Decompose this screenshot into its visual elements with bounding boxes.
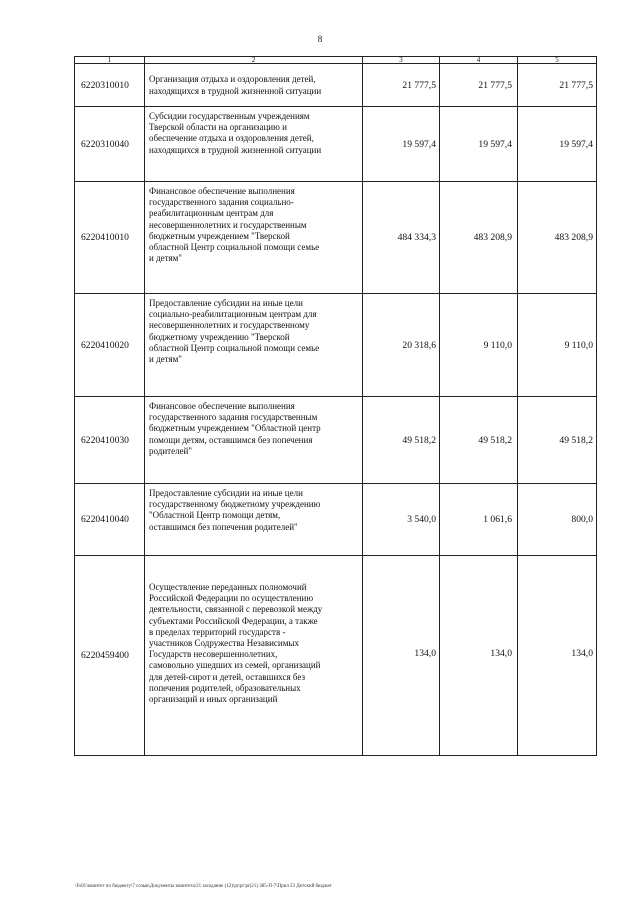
value-col4: 21 777,5 — [440, 64, 518, 107]
row-code: 6220410030 — [75, 397, 145, 484]
value-col3: 3 540,0 — [363, 484, 440, 556]
value-col3: 19 597,4 — [363, 107, 440, 182]
column-number: 3 — [363, 57, 440, 64]
value-col3: 21 777,5 — [363, 64, 440, 107]
value-col4: 9 110,0 — [440, 294, 518, 397]
description-line: субъектами Российской Федерации, а также — [149, 615, 318, 626]
value-col5: 19 597,4 — [518, 107, 597, 182]
description-line: в пределах территорий государств - — [149, 626, 286, 637]
value-col5: 134,0 — [518, 556, 597, 756]
description-line: Организация отдыха и оздоровления детей, — [149, 74, 316, 85]
description-line: родителей" — [149, 445, 193, 456]
description-line: Осуществление переданных полномочий — [149, 582, 307, 592]
description-line: находящихся в трудной жизненной ситуации — [149, 144, 322, 155]
description-line: участников Содружества Независимых — [149, 638, 299, 649]
value-col4: 134,0 — [440, 556, 518, 756]
description-line: для детей-сирот и детей, оставшихся без — [149, 671, 306, 682]
value-col4: 19 597,4 — [440, 107, 518, 182]
description-line: государственному бюджетному учреждению — [149, 499, 321, 510]
row-code: 6220410040 — [75, 484, 145, 556]
description-line: социально-реабилитационным центрам для — [149, 309, 317, 320]
description-line: Предоставление субсидии на иные цели — [149, 488, 303, 498]
row-description — [145, 484, 363, 556]
table-row — [75, 484, 597, 556]
table-row — [75, 397, 597, 484]
value-col5: 21 777,5 — [518, 64, 597, 107]
table-row — [75, 556, 597, 756]
table-row — [75, 107, 597, 182]
description-line: Тверской области на организацию и — [149, 122, 287, 133]
column-number: 1 — [75, 57, 145, 64]
row-code: 6220410010 — [75, 182, 145, 294]
value-col3: 20 318,6 — [363, 294, 440, 397]
description-line: Предоставление субсидии на иные цели — [149, 298, 303, 308]
file-path-footer: \Fs01\комитет по бюджету\7 созыв\Документы комитета\21 заседание (12)\pr\pr\pr(21) 385-П-7\Прил 23 Детский бюджет — [75, 884, 332, 889]
description-line: несовершеннолетних и государственным — [149, 219, 307, 230]
description-line: и детям" — [149, 354, 182, 365]
value-col5: 49 518,2 — [518, 397, 597, 484]
value-col3: 134,0 — [363, 556, 440, 756]
description-line: несовершеннолетних и государственному — [149, 320, 310, 331]
description-line: областной Центр социальной помощи семье — [149, 242, 320, 253]
description-line: оставшимся без попечения родителей" — [149, 521, 298, 532]
table-row — [75, 182, 597, 294]
value-col5: 9 110,0 — [518, 294, 597, 397]
description-line: Финансовое обеспечение выполнения — [149, 186, 295, 196]
table-row — [75, 64, 597, 107]
row-description — [145, 556, 363, 756]
description-line: реабилитационным центрам для — [149, 208, 274, 219]
description-line: государственного задания государственным — [149, 412, 318, 423]
value-col3: 49 518,2 — [363, 397, 440, 484]
value-col4: 49 518,2 — [440, 397, 518, 484]
description-line: находящихся в трудной жизненной ситуации — [149, 85, 322, 96]
value-col5: 483 208,9 — [518, 182, 597, 294]
value-col4: 483 208,9 — [440, 182, 518, 294]
description-line: бюджетному учреждению "Тверской — [149, 331, 290, 342]
description-line: Российской Федерации по осуществлению — [149, 593, 314, 604]
budget-table — [74, 56, 597, 756]
row-code: 6220410020 — [75, 294, 145, 397]
description-line: помощи детям, оставшимся без попечения — [149, 434, 313, 445]
column-number: 2 — [145, 57, 363, 64]
row-description — [145, 107, 363, 182]
row-description — [145, 397, 363, 484]
description-line: деятельности, связанной с перевозкой между — [149, 604, 323, 615]
description-line: Финансовое обеспечение выполнения — [149, 401, 295, 411]
row-code: 6220459400 — [75, 556, 145, 756]
description-line: бюджетным учреждением "Областной центр — [149, 423, 321, 434]
table-row — [75, 294, 597, 397]
description-line: областной Центр социальной помощи семье — [149, 342, 320, 353]
description-line: бюджетным учреждением "Тверской — [149, 230, 290, 241]
value-col3: 484 334,3 — [363, 182, 440, 294]
row-description — [145, 64, 363, 107]
row-description — [145, 294, 363, 397]
column-number: 4 — [440, 57, 518, 64]
description-line: Государств несовершеннолетних, — [149, 649, 278, 660]
value-col4: 1 061,6 — [440, 484, 518, 556]
description-line: обеспечение отдыха и оздоровления детей, — [149, 133, 314, 144]
description-line: попечения родителей, образовательных — [149, 682, 301, 693]
column-number-row — [75, 57, 597, 64]
row-code: 6220310010 — [75, 64, 145, 107]
description-line: самовольно ушедших из семей, организаций — [149, 660, 321, 671]
description-line: организаций и иных организаций — [149, 694, 278, 705]
description-line: "Областной Центр помощи детям, — [149, 510, 281, 521]
row-description — [145, 182, 363, 294]
description-line: и детям" — [149, 253, 182, 264]
description-line: Субсидии государственным учреждениям — [149, 111, 310, 121]
description-line: государственного задания социально- — [149, 197, 294, 208]
column-number: 5 — [518, 57, 597, 64]
value-col5: 800,0 — [518, 484, 597, 556]
page-number: 8 — [317, 34, 323, 44]
row-code: 6220310040 — [75, 107, 145, 182]
